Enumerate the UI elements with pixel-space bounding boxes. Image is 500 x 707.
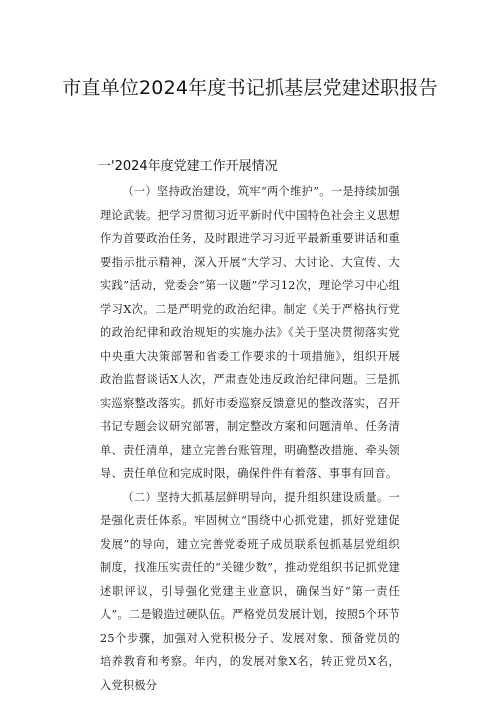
body-paragraph: （二）坚持大抓基层鲜明导向，提升组织建设质量。一是强化责任体系。牢固树立“围绕中心抓党建，抓好党建促发展”的导向，建立完善党委班子成员联系包抓基层党组织制度，找准压实责任的“关键少数”，推动党组织书记抓党建述职评议，引导强化党建主业意识，确保当好“第一责任人”。二是锻造过硬队伍。严格党员发展计划，按照5个环节25个步骤，加强对入党积极分子、发展对象、预备党员的培养教育和考察。年内，的发展对象X名，转正党员X名，入党积极分 <box>100 490 400 692</box>
section-heading: 一'2024年度党建工作开展情况 <box>98 159 278 174</box>
document-title: 市直单位2024年度书记抓基层党建述职报告 <box>62 77 438 99</box>
body-paragraph: （一）坚持政治建设，筑牢“两个维护”。一是持续加强理论武装。把学习贯彻习近平新时代中国特色社会主义思想作为首要政治任务，及时跟进学习习近平最新重要讲话和重要指示批示精神，深入开展“大学习、大讨论、大宣传、大实践”活动，党委会“第一议题”学习12次，理论学习中心组学习X次。二是严明党的政治纪律。制定《关于严格执行党的政治纪律和政治规矩的实施办法》《关于坚决贯彻落实党中央重大决策部署和省委工作要求的十项措施》，组织开展政治监督谈话X人次，严肃查处违反政治纪律问题。三是抓实巡察整改落实。抓好市委巡察反馈意见的整改落实，召开书记专题会议研究部署，制定整改方案和问题清单、任务清单、责任清单，建立完善台账管理，明确整改措施、牵头领导、责任单位和完成时限，确保件件有着落、事事有回音。 <box>100 185 400 480</box>
document-body <box>100 180 400 697</box>
